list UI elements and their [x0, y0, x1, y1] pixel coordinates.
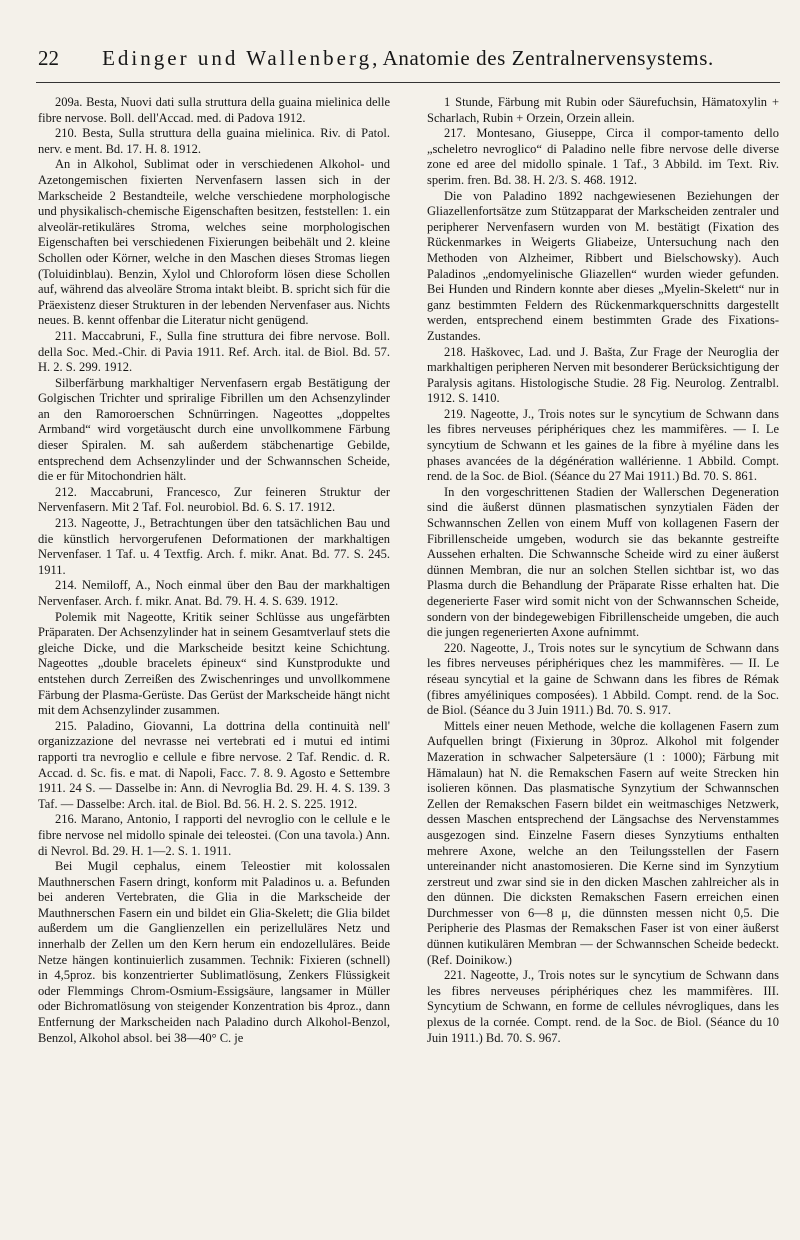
- paragraph: 209a. Besta, Nuovi dati sulla struttura della guaina mielinica delle fibre nervose. Boll. dell'Accad. med. di Padova 1912.: [38, 95, 390, 125]
- right-column: [427, 95, 779, 1220]
- paragraph: 211. Maccabruni, F., Sulla fine struttura dei fibre nervose. Boll. della Soc. Med.-Chir. di Pavia 1911. Ref. Arch. ital. de Biol. Bd. 57. H. 2. S. 299. 1912.: [38, 328, 390, 375]
- running-title-subject: , Anatomie des Zentralnervensystems.: [372, 46, 714, 70]
- paragraph: Bei Mugil cephalus, einem Teleostier mit kolossalen Mauthnerschen Fasern dringt, konform mit Paladinos u. a. Befunden bei anderen Vertebraten, die Glia in die Markscheide der Mauthnerschen Fasern ein und bildet ein Glia-Skelett; die Glia bildet außerdem um die Ganglienzellen ein perizelluläres Netz und innerhalb der Zellen um den Kern herum ein endozelluläres. Beide Netze hängen kontinuierlich zusammen. Technik: Fixieren (schnell) in 4,5proz. bis konzentrierter Sublimatlösung, Zenkers Flüssigkeit oder Flemmings Chrom-Osmium-Essigsäure, langsamer in Müller oder Bichromatlösung von steigender Konzentration bis 4proz., dann Entfernung der Markscheiden nach Paladino durch Alkohol-Benzol, Benzol, Alkohol absol. bei 38—40° C. je: [38, 859, 390, 1045]
- running-title: [38, 46, 778, 71]
- paragraph: 1 Stunde, Färbung mit Rubin oder Säurefuchsin, Hämatoxylin + Scharlach, Rubin + Orzein, Orzein allein.: [427, 95, 779, 125]
- paragraph: 216. Marano, Antonio, I rapporti del nevroglio con le cellule e le fibre nervose nel midollo spinale dei teleostei. (Con una tavola.) Ann. di Nevrol. Bd. 29. H. 1—2. S. 1. 1911.: [38, 812, 390, 858]
- paragraph: In den vorgeschrittenen Stadien der Wallerschen Degeneration sind die äußerst dünnen plasmatischen synzytialen Fäden der Schwannschen Zellen von einem Muff von kollagenen Fasern der Fibrillenscheide umgeben, wodurch sie das bekannte gestreifte Aussehen erhalten. Die Schwannsche Scheide wird zu einer äußerst dünnen Membran, die nur an solchen Stellen sichtbar ist, wo das Plasma durch die Behandlung der Präparate Risse erhalten hat. Die degenerierte Faser wird somit nicht von der Schwannschen Scheide, sondern von der bindegewebigen Fibrillenscheide umgeben, die auch die jungen regenerierten Axone aufnimmt.: [427, 484, 779, 640]
- paragraph: Mittels einer neuen Methode, welche die kollagenen Fasern zum Aufquellen bringt (Fixierung in 30proz. Alkohol mit folgender Mazeration in schwacher Salpetersäure (1 : 1000); Färbung mit Hämalaun) hat N. die Remakschen Fasern auf weite Strecken hin isolieren können. Das plasmatische Synzytium der Schwannschen Zellen der Remakschen Fasern bildet ein weitmaschiges Netzwerk, dessen Maschen entsprechend der Längsachse des Nervenstammes ausgezogen sind. Einzelne Fasern dieses Synzytiums enthalten mehrere Axone, welche an den Teilungsstellen der Fasern untereinander nicht anastomosieren. Die Kerne sind im Synzytium zerstreut und zwar sind sie in den dicken Maschen zahlreicher als in den dünnen. Die dicksten Remakschen Fasern erreichen einen Durchmesser von 6—8 μ, die dünnsten messen nicht 0,5. Die Peripherie des Plasmas der Remakschen Faser ist von einer äußerst dünnen kutikulären Membran — der Schwannschen Scheide bedeckt. (Ref. Doinikow.): [427, 718, 779, 967]
- paragraph: 221. Nageotte, J., Trois notes sur le syncytium de Schwann dans les fibres nerveuses périphériques chez les mammifères. III. Syncytium de Schwann, en forme de cellules névrogliques, dans les plexus de la cornée. Compt. rend. de la Soc. de Biol. (Séance du 10 Juin 1911.) Bd. 70. S. 967.: [427, 968, 779, 1045]
- paragraph: 213. Nageotte, J., Betrachtungen über den tatsächlichen Bau und die künstlich hervorgerufenen Deformationen der markhaltigen Nervenfaser. 1 Taf. u. 4 Textfig. Arch. f. mikr. Anat. Bd. 77. S. 245. 1911.: [38, 516, 390, 577]
- paragraph: Die von Paladino 1892 nachgewiesenen Beziehungen der Gliazellenfortsätze zum Stützapparat der Markscheiden zentraler und peripherer Nervenfasern wurden von M. bestätigt (Fixation des Rückenmarkes in Weigerts Gliabeize, Untersuchung nach den Methoden von Alzheimer, Ribbert und Bielschowsky). Auch Paladinos „endomyelinische Gliazellen“ wurden wieder gefunden. Bei Hunden und Rindern konnte aber dieses „Myelin-Skelett“ nur in ganz bestimmten Feldern des Rückenmarkquerschnitts dargestellt werden, entsprechend einem bestimmten Grade des Fixations-Zustandes.: [427, 188, 779, 343]
- paragraph: 210. Besta, Sulla struttura della guaina mielinica. Riv. di Patol. nerv. e ment. Bd. 17. H. 8. 1912.: [38, 126, 390, 156]
- header-rule: [36, 82, 780, 83]
- paragraph: 219. Nageotte, J., Trois notes sur le syncytium de Schwann dans les fibres nerveuses périphériques chez les mammifères. — I. Le syncytium de Schwann et les gaines de la fibre à myéline dans les phases avancées de la dégénération wallérienne. 1 Abbild. Compt. rend. de la Soc. de Biol. (Séance du 27 Mai 1911.) Bd. 70. S. 861.: [427, 406, 779, 484]
- paragraph: An in Alkohol, Sublimat oder in verschiedenen Alkohol- und Azetongemischen fixierten Nervenfasern lassen sich in der Markscheide 2 Bestandteile, welche verschiedene morphologische und physikalisch-chemische Eigenschaften besitzen, feststellen: 1. ein alveolär-retikuläres Stroma, welches seine morphologischen Eigenschaften bei verschiedenen Fixierungen beibehält und 2. kleine Schollen oder Körner, welche in den Maschen dieses Stromas liegen (Toluidinblau). Benzin, Xylol und Chloroform lösen diese Schollen auf, während das alveoläre Stroma intakt bleibt. B. spricht sich für die Präexistenz dieser Strukturen in der lebenden Nervenfaser aus. Nichts neues. B. kennt offenbar die Literatur nicht genügend.: [38, 157, 390, 328]
- paragraph: 217. Montesano, Giuseppe, Circa il compor-tamento dello „scheletro nevroglico“ di Paladino nelle fibre nervose delle diverse zone ed aree del midollo spinale. 1 Taf., 3 Abbild. im Text. Riv. sperim. fren. Bd. 38. H. 2/3. S. 468. 1912.: [427, 126, 779, 187]
- left-column: [38, 95, 390, 1220]
- paragraph: 215. Paladino, Giovanni, La dottrina della continuità nell' organizzazione del nevrasse nei vertebrati ed i mutui ed intimi rapporti tra nevroglio e cellule e fibre nervose. 2 Taf. Rendic. d. R. Accad. d. Sc. fis. e mat. di Napoli, Facc. 7. 8. 9. Agosto e Settembre 1911. 24 S. — Dasselbe in: Ann. di Nevroglia Bd. 29. H. 4. S. 139. 3 Taf. — Dasselbe: Arch. ital. de Biol. Bd. 56. H. 2. S. 225. 1912.: [38, 718, 390, 811]
- page-number: 22: [38, 46, 59, 70]
- page-header: [38, 46, 778, 76]
- paragraph: Silberfärbung markhaltiger Nervenfasern ergab Bestätigung der Golgischen Trichter und spriralige Fibrillen um den Achsenzylinder an den Ramoroerschen Schnürringen. Nageottes „doppeltes Armband“ wird vorgetäuscht durch eine unvollkommene Färbung dieser Spiralen. M. sah außerdem stäbchenartige Gebilde, entsprechend dem Achsenzylinder und der Schwannschen Scheide, die er für Mitochondrien hält.: [38, 375, 390, 484]
- paragraph: 218. Haškovec, Lad. und J. Bašta, Zur Frage der Neuroglia der markhaltigen peripheren Nerven mit besonderer Berücksichtigung der Paralysis agitans. Histologische Studie. 28 Fig. Neurolog. Zentralbl. 1912. S. 1410.: [427, 344, 779, 406]
- paragraph: Polemik mit Nageotte, Kritik seiner Schlüsse aus ungefärbten Präparaten. Der Achsenzylinder hat in seinem Gesamtverlauf stets die gleiche Dicke, und die Markscheide besitzt keine Schichtung. Nageottes „double bracelets épineux“ sind Kunstprodukte und entstehen durch Zerreißen des Zwischenringes und unvollkommene Färbung der Plasma-Gerüste. Das Gerüst der Markscheide hängt nicht mit dem Achsenzylinder zusammen.: [38, 609, 390, 718]
- running-title-authors: Edinger und Wallenberg: [102, 46, 373, 70]
- paragraph: 214. Nemiloff, A., Noch einmal über den Bau der markhaltigen Nervenfaser. Arch. f. mikr. Anat. Bd. 79. H. 4. S. 639. 1912.: [38, 578, 390, 608]
- paragraph: 220. Nageotte, J., Trois notes sur le syncytium de Schwann dans les fibres nerveuses périphériques chez les mammifères. — II. Le réseau syncytial et la gaine de Schwann dans les fibres de Rémak (fibres amyéliniques composées). 1 Abbild. Compt. rend. de la Soc. de Biol. (Séance du 3 Juin 1911.) Bd. 70. S. 917.: [427, 640, 779, 718]
- paragraph: 212. Maccabruni, Francesco, Zur feineren Struktur der Nervenfasern. Mit 2 Taf. Fol. neurobiol. Bd. 6. S. 17. 1912.: [38, 484, 390, 515]
